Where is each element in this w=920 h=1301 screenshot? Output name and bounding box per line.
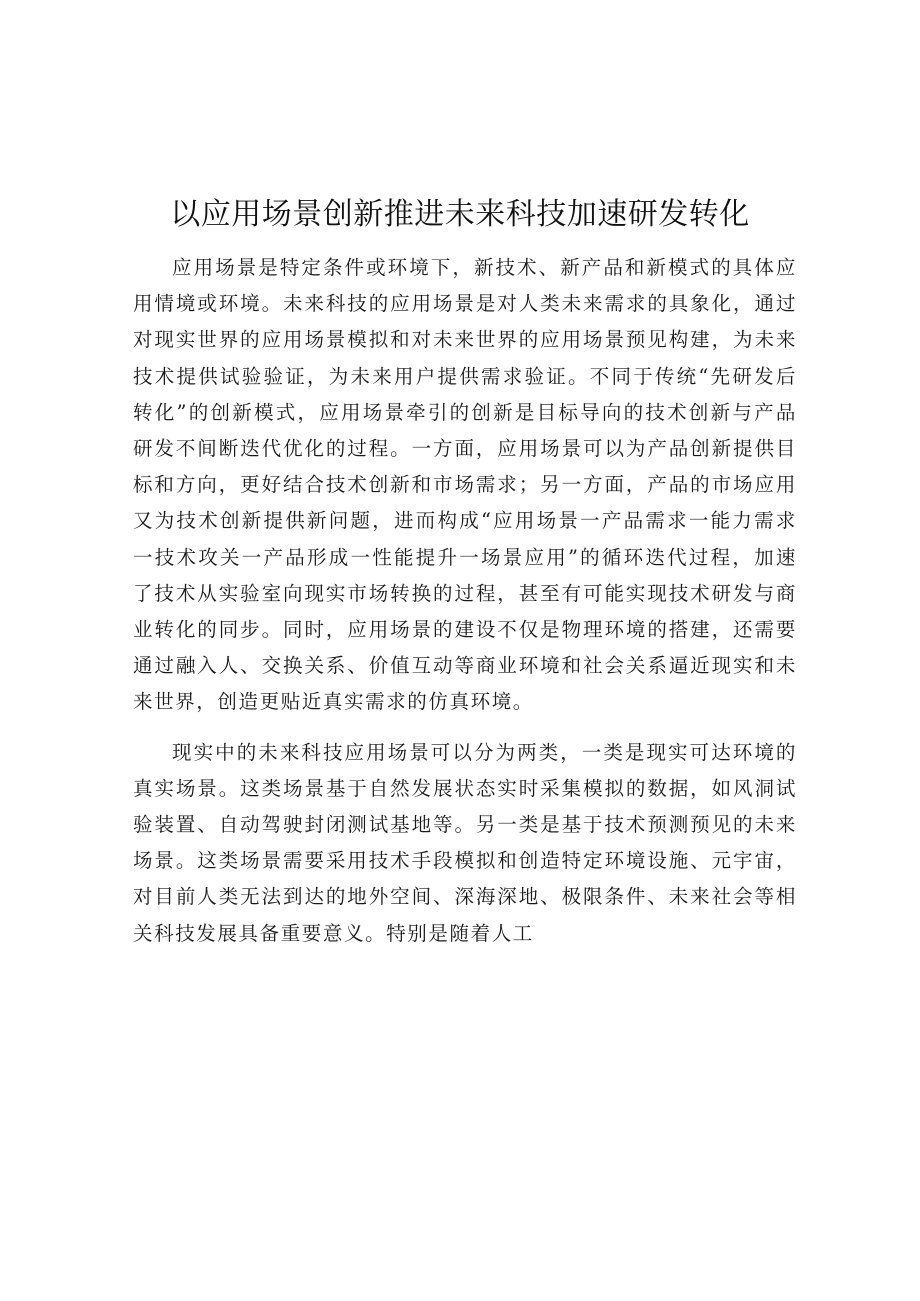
paragraph-1: 应用场景是特定条件或环境下，新技术、新产品和新模式的具体应用情境或环境。未来科技的应用场景是对人类未来需求的具象化，通过对现实世界的应用场景模拟和对未来世界的应用场景预见构建，为未来技术提供试验验证，为未来用户提供需求验证。不同于传统“先研发后转化”的创新模式，应用场景牵引的创新是目标导向的技术创新与产品研发不间断迭代优化的过程。一方面，应用场景可以为产品创新提供目标和方向，更好结合技术创新和市场需求；另一方面，产品的市场应用又为技术创新提供新问题，进而构成“应用场景一产品需求一能力需求一技术攻关一产品形成一性能提升一场景应用”的循环迭代过程，加速了技术从实验室向现实市场转换的过程，甚至有可能实现技术研发与商业转化的同步。同时，应用场景的建设不仅是物理环境的搭建，还需要通过融入人、交换关系、价值互动等商业环境和社会关系逼近现实和未来世界，创造更贴近真实需求的仿真环境。 [133,256,797,714]
document-title: 以应用场景创新推进未来科技加速研发转化 [170,197,750,232]
document-body [133,250,797,966]
paragraph-2: 现实中的未来科技应用场景可以分为两类，一类是现实可达环境的真实场景。这类场景基于自然发展状态实时采集模拟的数据，如风洞试验装置、自动驾驶封闭测试基地等。另一类是基于技术预测预见的未来场景。这类场景需要采用技术手段模拟和创造特定环境设施、元宇宙，对目前人类无法到达的地外空间、深海深地、极限条件、未来社会等相关科技发展具备重要意义。特别是随着人工 [133,740,797,945]
